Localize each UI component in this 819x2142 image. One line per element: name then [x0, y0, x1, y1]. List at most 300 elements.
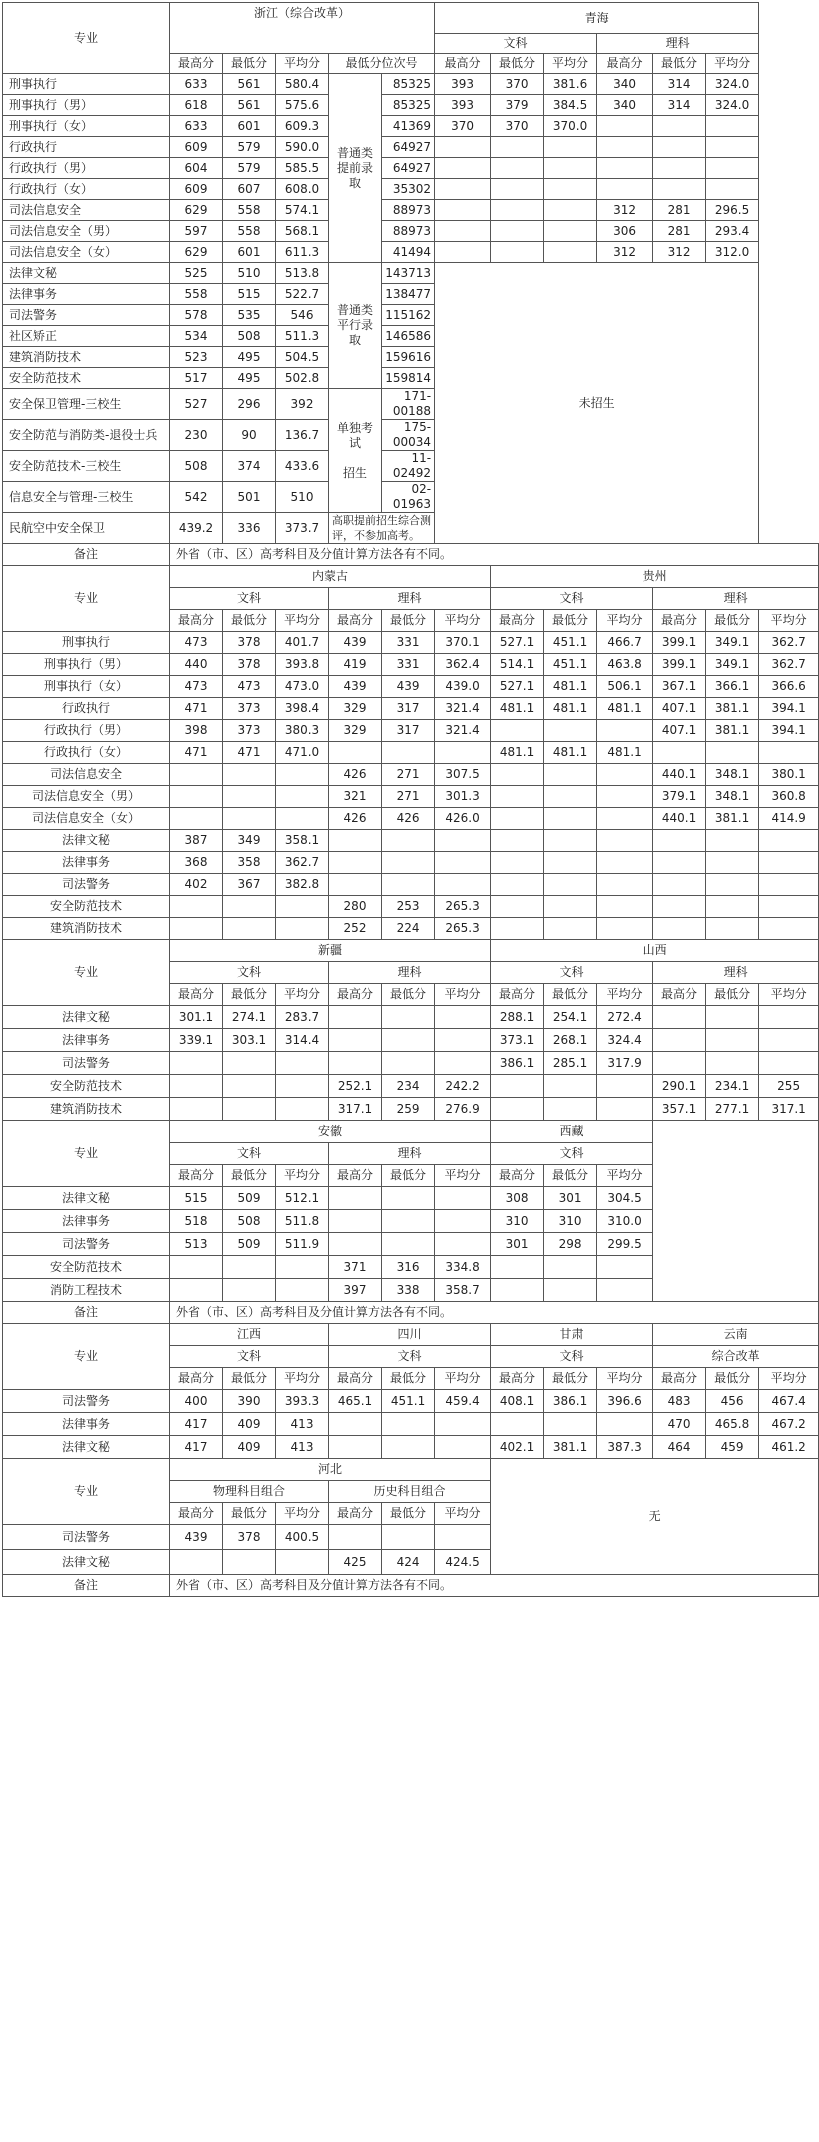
- header-min-score: 最低分: [653, 54, 706, 74]
- score-cell: [653, 179, 706, 200]
- score-cell: 362.4: [435, 654, 491, 676]
- score-cell: 481.1: [544, 742, 597, 764]
- table-row: [3, 698, 819, 720]
- score-cell: 407.1: [653, 720, 706, 742]
- score-cell: 407.1: [653, 698, 706, 720]
- score-cell: [597, 1256, 653, 1279]
- score-cell: [170, 1052, 223, 1075]
- score-cell: 283.7: [276, 1006, 329, 1029]
- major-name: 行政执行（男）: [3, 720, 170, 742]
- score-cell: 259: [382, 1098, 435, 1121]
- score-cell: 317.1: [759, 1098, 819, 1121]
- remark-row: [3, 544, 819, 566]
- score-cell: [653, 874, 706, 896]
- score-cell: 312: [597, 242, 653, 263]
- province-shanxi: 山西: [491, 940, 819, 962]
- score-cell: 380.3: [276, 720, 329, 742]
- score-cell: 254.1: [544, 1006, 597, 1029]
- score-cell: [544, 1413, 597, 1436]
- score-cell: 465.8: [706, 1413, 759, 1436]
- score-cell: [706, 742, 759, 764]
- score-cell: [706, 1006, 759, 1029]
- rank-cell: 146586: [382, 326, 435, 347]
- score-cell: 381.1: [706, 720, 759, 742]
- header-min-score: 最低分: [223, 1503, 276, 1525]
- score-cell: 426: [382, 808, 435, 830]
- score-cell: [382, 1436, 435, 1459]
- header-wen: 文科: [491, 1143, 653, 1165]
- score-cell: 504.5: [276, 347, 329, 368]
- score-cell: [491, 1098, 544, 1121]
- score-cell: [706, 874, 759, 896]
- score-cell: [223, 1075, 276, 1098]
- major-name: 司法信息安全: [3, 200, 170, 221]
- header-li: 理科: [329, 588, 491, 610]
- major-name: 行政执行: [3, 137, 170, 158]
- header-max-score: 最高分: [491, 1165, 544, 1187]
- remark-text: 外省（市、区）高考科目及分值计算方法各有不同。: [170, 1302, 819, 1324]
- score-cell: 340: [597, 95, 653, 116]
- score-cell: [544, 852, 597, 874]
- rank-cell: 11- 02492: [382, 451, 435, 482]
- score-cell: [706, 137, 759, 158]
- score-cell: 368: [170, 852, 223, 874]
- score-cell: 366.6: [759, 676, 819, 698]
- score-cell: 546: [276, 305, 329, 326]
- score-cell: [597, 158, 653, 179]
- score-cell: 580.4: [276, 74, 329, 95]
- score-cell: 379.1: [653, 786, 706, 808]
- score-cell: [597, 1279, 653, 1302]
- score-cell: 373: [223, 720, 276, 742]
- score-cell: 561: [223, 95, 276, 116]
- score-cell: [706, 1029, 759, 1052]
- score-cell: [223, 786, 276, 808]
- score-cell: [491, 1256, 544, 1279]
- score-cell: [276, 808, 329, 830]
- score-cell: [276, 786, 329, 808]
- province-anhui: 安徽: [170, 1121, 491, 1143]
- header-max-score: 最高分: [170, 1165, 223, 1187]
- score-cell: 370: [491, 74, 544, 95]
- score-cell: 471: [170, 742, 223, 764]
- score-cell: [544, 1075, 597, 1098]
- score-cell: [597, 830, 653, 852]
- header-max-score: 最高分: [653, 1368, 706, 1390]
- table-row: [3, 263, 819, 284]
- province-gansu: 甘肃: [491, 1324, 653, 1346]
- table-row: [3, 116, 819, 137]
- score-cell: 384.5: [544, 95, 597, 116]
- score-cell: [276, 1279, 329, 1302]
- score-cell: 382.8: [276, 874, 329, 896]
- table-row: [3, 676, 819, 698]
- score-cell: [544, 808, 597, 830]
- score-cell: 393.8: [276, 654, 329, 676]
- score-cell: [382, 1052, 435, 1075]
- province-guizhou: 贵州: [491, 566, 819, 588]
- score-cell: 360.8: [759, 786, 819, 808]
- score-cell: [544, 179, 597, 200]
- score-cell: 578: [170, 305, 223, 326]
- score-cell: 467.4: [759, 1390, 819, 1413]
- score-cell: 440.1: [653, 764, 706, 786]
- score-cell: [382, 1525, 435, 1550]
- score-cell: 409: [223, 1413, 276, 1436]
- score-cell: [706, 830, 759, 852]
- score-cell: 439: [170, 1525, 223, 1550]
- header-min-score: 最低分: [382, 1368, 435, 1390]
- score-cell: [544, 1098, 597, 1121]
- score-cell: [544, 786, 597, 808]
- major-name: 法律事务: [3, 1029, 170, 1052]
- score-cell: 433.6: [276, 451, 329, 482]
- table-row: [3, 221, 819, 242]
- major-name: 司法信息安全（男）: [3, 786, 170, 808]
- score-cell: 301: [544, 1187, 597, 1210]
- score-cell: 370.1: [435, 632, 491, 654]
- header-min-score: 最低分: [223, 610, 276, 632]
- score-cell: 378: [223, 654, 276, 676]
- score-cell: 370.0: [544, 116, 597, 137]
- major-name: 法律文秘: [3, 1187, 170, 1210]
- header-max-score: 最高分: [329, 610, 382, 632]
- score-cell: 633: [170, 74, 223, 95]
- score-cell: 310.0: [597, 1210, 653, 1233]
- header-row: [3, 3, 819, 34]
- score-cell: 417: [170, 1413, 223, 1436]
- header-max-score: 最高分: [329, 1368, 382, 1390]
- score-cell: 387: [170, 830, 223, 852]
- score-cell: 471: [170, 698, 223, 720]
- header-max-score: 最高分: [329, 1165, 382, 1187]
- header-wen: 文科: [329, 1346, 491, 1368]
- score-cell: [544, 764, 597, 786]
- remark-label: 备注: [3, 1302, 170, 1324]
- score-cell: 633: [170, 116, 223, 137]
- score-cell: 290.1: [653, 1075, 706, 1098]
- header-wen: 文科: [170, 1143, 329, 1165]
- score-cell: 331: [382, 654, 435, 676]
- score-cell: 424.5: [435, 1550, 491, 1575]
- province-xizang: 西藏: [491, 1121, 653, 1143]
- score-cell: [653, 896, 706, 918]
- major-name: 司法警务: [3, 1525, 170, 1550]
- admission-scores-table: [2, 2, 819, 1597]
- remark-row: [3, 1302, 819, 1324]
- score-cell: 522.7: [276, 284, 329, 305]
- score-cell: 413: [276, 1436, 329, 1459]
- rank-cell: 175- 00034: [382, 420, 435, 451]
- header-min-score: 最低分: [382, 1165, 435, 1187]
- score-cell: 534: [170, 326, 223, 347]
- score-cell: [435, 1525, 491, 1550]
- score-cell: 414.9: [759, 808, 819, 830]
- score-cell: 348.1: [706, 764, 759, 786]
- score-cell: 252: [329, 918, 382, 940]
- score-cell: 314: [653, 95, 706, 116]
- score-cell: [597, 116, 653, 137]
- table-row: [3, 1029, 819, 1052]
- score-cell: 324.4: [597, 1029, 653, 1052]
- score-cell: 459.4: [435, 1390, 491, 1413]
- score-cell: [435, 1029, 491, 1052]
- score-cell: 252.1: [329, 1075, 382, 1098]
- header-max-score: 最高分: [170, 610, 223, 632]
- table-row: [3, 95, 819, 116]
- score-cell: 317: [382, 698, 435, 720]
- major-header: 专业: [3, 1121, 170, 1187]
- score-cell: [706, 116, 759, 137]
- table-row: [3, 720, 819, 742]
- score-cell: 329: [329, 698, 382, 720]
- score-cell: 629: [170, 200, 223, 221]
- score-cell: 374: [223, 451, 276, 482]
- score-cell: 629: [170, 242, 223, 263]
- header-avg-score: 平均分: [759, 1368, 819, 1390]
- score-cell: 362.7: [276, 852, 329, 874]
- score-cell: 601: [223, 242, 276, 263]
- header-wen: 文科: [170, 962, 329, 984]
- score-cell: [706, 896, 759, 918]
- score-cell: [329, 1006, 382, 1029]
- score-cell: [597, 918, 653, 940]
- province-jiangxi: 江西: [170, 1324, 329, 1346]
- score-cell: [276, 1550, 329, 1575]
- score-cell: [759, 896, 819, 918]
- header-wen: 文科: [170, 588, 329, 610]
- score-cell: 618: [170, 95, 223, 116]
- score-cell: 338: [382, 1279, 435, 1302]
- rank-cell: 02- 01963: [382, 482, 435, 513]
- header-max-score: 最高分: [491, 1368, 544, 1390]
- score-cell: 399.1: [653, 632, 706, 654]
- header-avg-score: 平均分: [435, 610, 491, 632]
- header-min-score: 最低分: [382, 1503, 435, 1525]
- major-name: 法律事务: [3, 1210, 170, 1233]
- header-max-score: 最高分: [170, 984, 223, 1006]
- header-avg-score: 平均分: [435, 1368, 491, 1390]
- score-cell: 317.9: [597, 1052, 653, 1075]
- score-cell: 495: [223, 368, 276, 389]
- rank-cell: 115162: [382, 305, 435, 326]
- score-cell: 510: [223, 263, 276, 284]
- score-cell: 459: [706, 1436, 759, 1459]
- score-cell: 316: [382, 1256, 435, 1279]
- score-cell: 397: [329, 1279, 382, 1302]
- score-cell: 224: [382, 918, 435, 940]
- score-cell: [276, 1256, 329, 1279]
- province-qinghai: 青海: [435, 3, 759, 34]
- score-cell: 568.1: [276, 221, 329, 242]
- score-cell: [435, 1413, 491, 1436]
- score-cell: 461.2: [759, 1436, 819, 1459]
- score-cell: [329, 1210, 382, 1233]
- score-cell: 590.0: [276, 137, 329, 158]
- header-max-score: 最高分: [170, 1503, 223, 1525]
- score-cell: 367.1: [653, 676, 706, 698]
- header-row: [3, 1324, 819, 1346]
- score-cell: [597, 720, 653, 742]
- score-cell: 463.8: [597, 654, 653, 676]
- score-cell: 234.1: [706, 1075, 759, 1098]
- score-cell: 464: [653, 1436, 706, 1459]
- score-cell: [435, 1233, 491, 1256]
- score-cell: [759, 918, 819, 940]
- score-cell: [759, 1006, 819, 1029]
- header-avg-score: 平均分: [276, 1368, 329, 1390]
- score-cell: 281: [653, 200, 706, 221]
- score-cell: 348.1: [706, 786, 759, 808]
- major-name: 安全防范技术: [3, 368, 170, 389]
- score-cell: 136.7: [276, 420, 329, 451]
- score-cell: [653, 830, 706, 852]
- score-cell: 502.8: [276, 368, 329, 389]
- header-avg-score: 平均分: [435, 1165, 491, 1187]
- major-name: 刑事执行（女）: [3, 116, 170, 137]
- score-cell: 558: [223, 200, 276, 221]
- score-cell: [276, 1098, 329, 1121]
- no-enrollment: 无: [491, 1459, 819, 1575]
- score-cell: [435, 179, 491, 200]
- header-avg-score: 平均分: [276, 984, 329, 1006]
- score-cell: 513: [170, 1233, 223, 1256]
- header-avg-score: 平均分: [597, 1368, 653, 1390]
- table-row: [3, 742, 819, 764]
- score-cell: [170, 808, 223, 830]
- major-name: 法律事务: [3, 284, 170, 305]
- province-zhejiang: 浙江（综合改革）: [170, 3, 435, 54]
- header-avg-score: 平均分: [597, 1165, 653, 1187]
- score-cell: [653, 1052, 706, 1075]
- major-name: 刑事执行（男）: [3, 95, 170, 116]
- header-min-score: 最低分: [223, 984, 276, 1006]
- score-cell: 439: [382, 676, 435, 698]
- score-cell: 426.0: [435, 808, 491, 830]
- score-cell: [382, 1233, 435, 1256]
- score-cell: [170, 786, 223, 808]
- score-cell: 558: [223, 221, 276, 242]
- score-cell: 417: [170, 1436, 223, 1459]
- score-cell: 608.0: [276, 179, 329, 200]
- major-name: 民航空中安全保卫: [3, 513, 170, 544]
- score-cell: 358: [223, 852, 276, 874]
- score-cell: 373: [223, 698, 276, 720]
- rank-cell: 88973: [382, 221, 435, 242]
- major-name: 司法信息安全: [3, 764, 170, 786]
- score-cell: [435, 1210, 491, 1233]
- score-cell: [329, 1436, 382, 1459]
- header-avg-score: 平均分: [544, 54, 597, 74]
- major-name: 消防工程技术: [3, 1279, 170, 1302]
- score-cell: [491, 1279, 544, 1302]
- score-cell: [223, 1256, 276, 1279]
- score-cell: [544, 874, 597, 896]
- major-name: 刑事执行: [3, 632, 170, 654]
- score-cell: [706, 852, 759, 874]
- header-min-score: 最低分: [223, 54, 276, 74]
- score-cell: [491, 764, 544, 786]
- score-cell: [706, 179, 759, 200]
- admission-scores-document: [2, 2, 807, 1597]
- score-cell: 517: [170, 368, 223, 389]
- score-cell: 321.4: [435, 720, 491, 742]
- score-cell: [223, 1279, 276, 1302]
- remark-text: 外省（市、区）高考科目及分值计算方法各有不同。: [170, 1575, 819, 1597]
- header-history-combo: 历史科目组合: [329, 1481, 491, 1503]
- major-name: 安全防范与消防类-退役士兵: [3, 420, 170, 451]
- score-cell: 439.2: [170, 513, 223, 544]
- header-max-score: 最高分: [653, 610, 706, 632]
- score-cell: 518: [170, 1210, 223, 1233]
- province-hebei: 河北: [170, 1459, 491, 1481]
- score-cell: [170, 1256, 223, 1279]
- header-max-score: 最高分: [435, 54, 491, 74]
- score-cell: 271: [382, 764, 435, 786]
- score-cell: 409: [223, 1436, 276, 1459]
- header-max-score: 最高分: [653, 984, 706, 1006]
- score-cell: [382, 1413, 435, 1436]
- score-cell: [491, 179, 544, 200]
- score-cell: [491, 918, 544, 940]
- score-cell: 312.0: [706, 242, 759, 263]
- score-cell: 324.0: [706, 74, 759, 95]
- score-cell: [759, 852, 819, 874]
- score-cell: [435, 830, 491, 852]
- score-cell: [653, 918, 706, 940]
- score-cell: 386.1: [491, 1052, 544, 1075]
- score-cell: [759, 742, 819, 764]
- rank-cell: 88973: [382, 200, 435, 221]
- score-cell: 312: [653, 242, 706, 263]
- score-cell: 466.7: [597, 632, 653, 654]
- score-cell: 303.1: [223, 1029, 276, 1052]
- header-li: 理科: [597, 34, 759, 54]
- header-wen: 文科: [491, 588, 653, 610]
- score-cell: 473.0: [276, 676, 329, 698]
- major-name: 刑事执行: [3, 74, 170, 95]
- major-name: 安全防范技术-三校生: [3, 451, 170, 482]
- major-header: 专业: [3, 566, 170, 632]
- rank-cell: 41369: [382, 116, 435, 137]
- score-cell: 370: [491, 116, 544, 137]
- major-name: 刑事执行（男）: [3, 654, 170, 676]
- score-cell: 358.1: [276, 830, 329, 852]
- score-cell: [223, 764, 276, 786]
- rank-cell: 143713: [382, 263, 435, 284]
- score-cell: 579: [223, 158, 276, 179]
- score-cell: 451.1: [382, 1390, 435, 1413]
- score-cell: [170, 918, 223, 940]
- score-cell: 242.2: [435, 1075, 491, 1098]
- score-cell: [329, 1525, 382, 1550]
- table-row: [3, 1390, 819, 1413]
- score-cell: 456: [706, 1390, 759, 1413]
- score-cell: [223, 896, 276, 918]
- score-cell: [223, 808, 276, 830]
- table-row: [3, 137, 819, 158]
- score-cell: [597, 1075, 653, 1098]
- header-row: [3, 940, 819, 962]
- score-cell: 362.7: [759, 632, 819, 654]
- score-cell: 367: [223, 874, 276, 896]
- score-cell: 542: [170, 482, 223, 513]
- score-cell: [544, 896, 597, 918]
- score-cell: [491, 808, 544, 830]
- table-row: [3, 179, 819, 200]
- score-cell: [597, 1413, 653, 1436]
- header-max-score: 最高分: [329, 984, 382, 1006]
